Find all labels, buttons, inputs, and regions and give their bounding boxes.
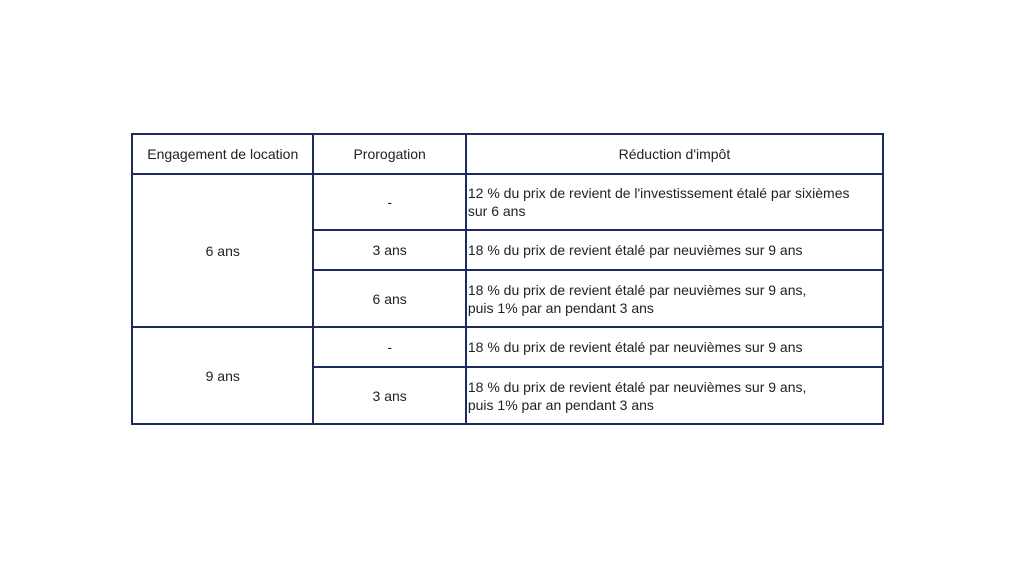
table-row	[132, 174, 883, 230]
prorogation-cell: -	[313, 174, 465, 230]
reduction-line: 18 % du prix de revient étalé par neuvièmes sur 9 ans	[467, 242, 803, 258]
header-engagement: Engagement de location	[132, 134, 313, 174]
header-prorogation: Prorogation	[313, 134, 465, 174]
reduction-cell	[466, 270, 883, 327]
reduction-cell	[466, 367, 883, 424]
reduction-cell	[466, 174, 883, 230]
prorogation-cell: -	[313, 327, 465, 367]
reduction-line: puis 1% par an pendant 3 ans	[467, 396, 654, 413]
engagement-cell: 6 ans	[132, 174, 313, 327]
prorogation-cell: 6 ans	[313, 270, 465, 327]
reduction-line: sur 6 ans	[467, 203, 526, 219]
reduction-line: 18 % du prix de revient étalé par neuvièmes sur 9 ans	[467, 339, 803, 355]
header-reduction: Réduction d'impôt	[466, 134, 883, 174]
prorogation-cell: 3 ans	[313, 230, 465, 270]
tax-reduction-table	[131, 133, 884, 425]
reduction-line: 12 % du prix de revient de l'investissement étalé par sixièmes	[467, 185, 850, 201]
header-row	[132, 134, 883, 174]
prorogation-cell: 3 ans	[313, 367, 465, 424]
reduction-cell	[466, 230, 883, 270]
reduction-line: puis 1% par an pendant 3 ans	[467, 299, 654, 316]
engagement-cell: 9 ans	[132, 327, 313, 424]
table-row	[132, 327, 883, 367]
reduction-line: 18 % du prix de revient étalé par neuvièmes sur 9 ans,	[467, 378, 807, 395]
reduction-line: 18 % du prix de revient étalé par neuvièmes sur 9 ans,	[467, 281, 807, 298]
reduction-cell	[466, 327, 883, 367]
